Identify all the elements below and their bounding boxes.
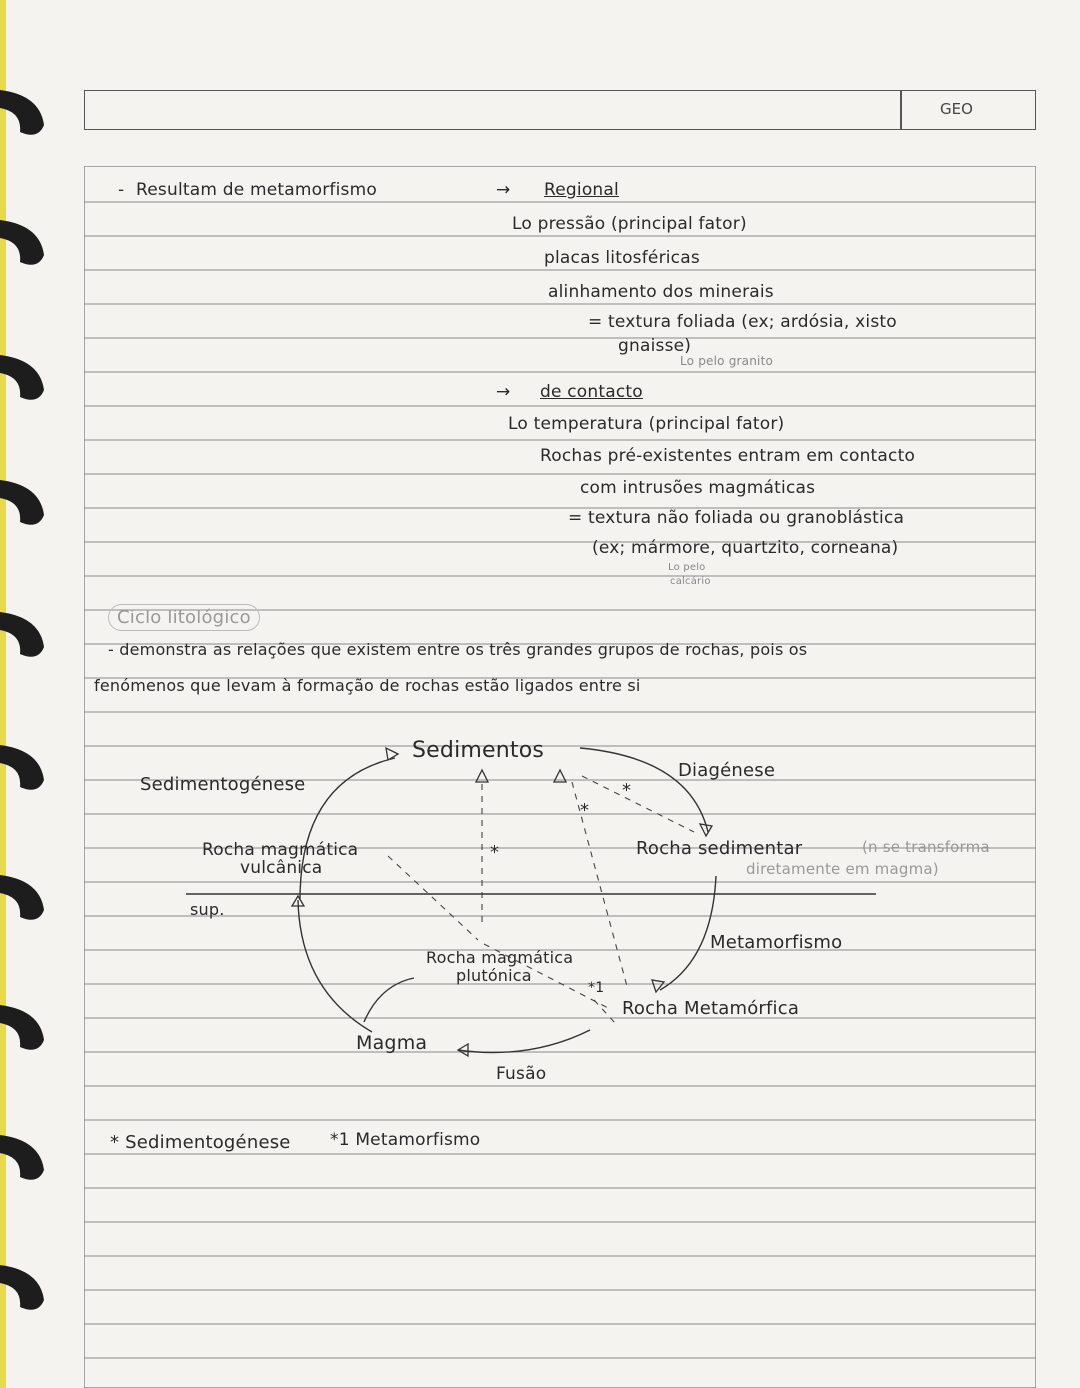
magma-up-arc: [298, 900, 372, 1032]
label-metamorfismo: Metamorfismo: [710, 932, 843, 953]
note-contacto-pelo: Lo pelo: [668, 562, 706, 573]
note-regional-pelo: Lo pelo granito: [680, 354, 774, 368]
note-contacto-4: = textura não foliada ou granoblástica: [568, 508, 905, 528]
plutonica-arc: [364, 978, 414, 1022]
label-rocha-plutonica-1: Rocha magmática: [426, 948, 574, 967]
ciclo-line-1: - demonstra as relações que existem entre os três grandes grupos de rochas, pois os: [108, 640, 808, 659]
note-contacto-3: com intrusões magmáticas: [580, 478, 816, 498]
note-regional-2: placas litosféricas: [544, 248, 700, 268]
arrow-icon: →: [496, 382, 511, 402]
note-regional-5: gnaisse): [618, 336, 692, 356]
label-diagenese: Diagénese: [678, 760, 776, 781]
label-rocha-metamorfica: Rocha Metamórfica: [622, 998, 800, 1019]
label-rocha-sedimentar: Rocha sedimentar: [636, 838, 803, 859]
label-sup: sup.: [190, 900, 225, 919]
label-rocha-vulcanica-2: vulcânica: [240, 858, 323, 878]
note-resultam: Resultam de metamorfismo: [136, 180, 377, 200]
label-rocha-vulcanica-1: Rocha magmática: [202, 840, 359, 860]
legend-sedimentogenese: * Sedimentogénese: [110, 1132, 291, 1153]
label-rocha-plutonica-2: plutónica: [456, 966, 532, 985]
label-fusao: Fusão: [496, 1064, 547, 1084]
note-contacto-calcario: calcário: [670, 576, 711, 587]
star1-mark: *1: [588, 980, 605, 996]
sedimentogenese-arc: [300, 758, 395, 900]
note-contacto-5: (ex; mármore, quartzito, corneana): [592, 538, 899, 558]
star-mark: *: [490, 842, 500, 863]
note-regional: Regional: [544, 180, 619, 200]
sed-note-2: diretamente em magma): [746, 860, 939, 878]
arrow-head: [652, 980, 664, 992]
arrow-head: [554, 770, 566, 782]
sed-note-1: (n se transforma: [862, 838, 990, 856]
arrow-icon: →: [496, 180, 511, 200]
label-magma: Magma: [356, 1032, 428, 1054]
arrow-head: [476, 770, 488, 782]
arrow-head: [386, 748, 398, 760]
star-mark: *: [580, 800, 590, 821]
note-regional-1: Lo pressão (principal fator): [512, 214, 747, 234]
note-regional-3: alinhamento dos minerais: [548, 282, 774, 302]
label-sedimentogenese: Sedimentogénese: [140, 774, 306, 795]
star-mark: *: [622, 780, 632, 801]
legend-metamorfismo: *1 Metamorfismo: [330, 1130, 481, 1150]
note-contacto-1: Lo temperatura (principal fator): [508, 414, 785, 434]
metamorfismo-arc: [660, 876, 716, 990]
note-dash: -: [118, 180, 125, 200]
ciclo-line-2: fenómenos que levam à formação de rochas estão ligados entre si: [94, 676, 641, 695]
label-sedimentos: Sedimentos: [412, 738, 545, 763]
note-contacto: de contacto: [540, 382, 643, 402]
note-regional-4: = textura foliada (ex; ardósia, xisto: [588, 312, 897, 332]
subject-label: GEO: [940, 100, 973, 118]
fusao-arc: [458, 1030, 590, 1053]
note-contacto-2: Rochas pré-existentes entram em contacto: [540, 446, 916, 466]
ciclo-title: Ciclo litológico: [108, 604, 260, 631]
